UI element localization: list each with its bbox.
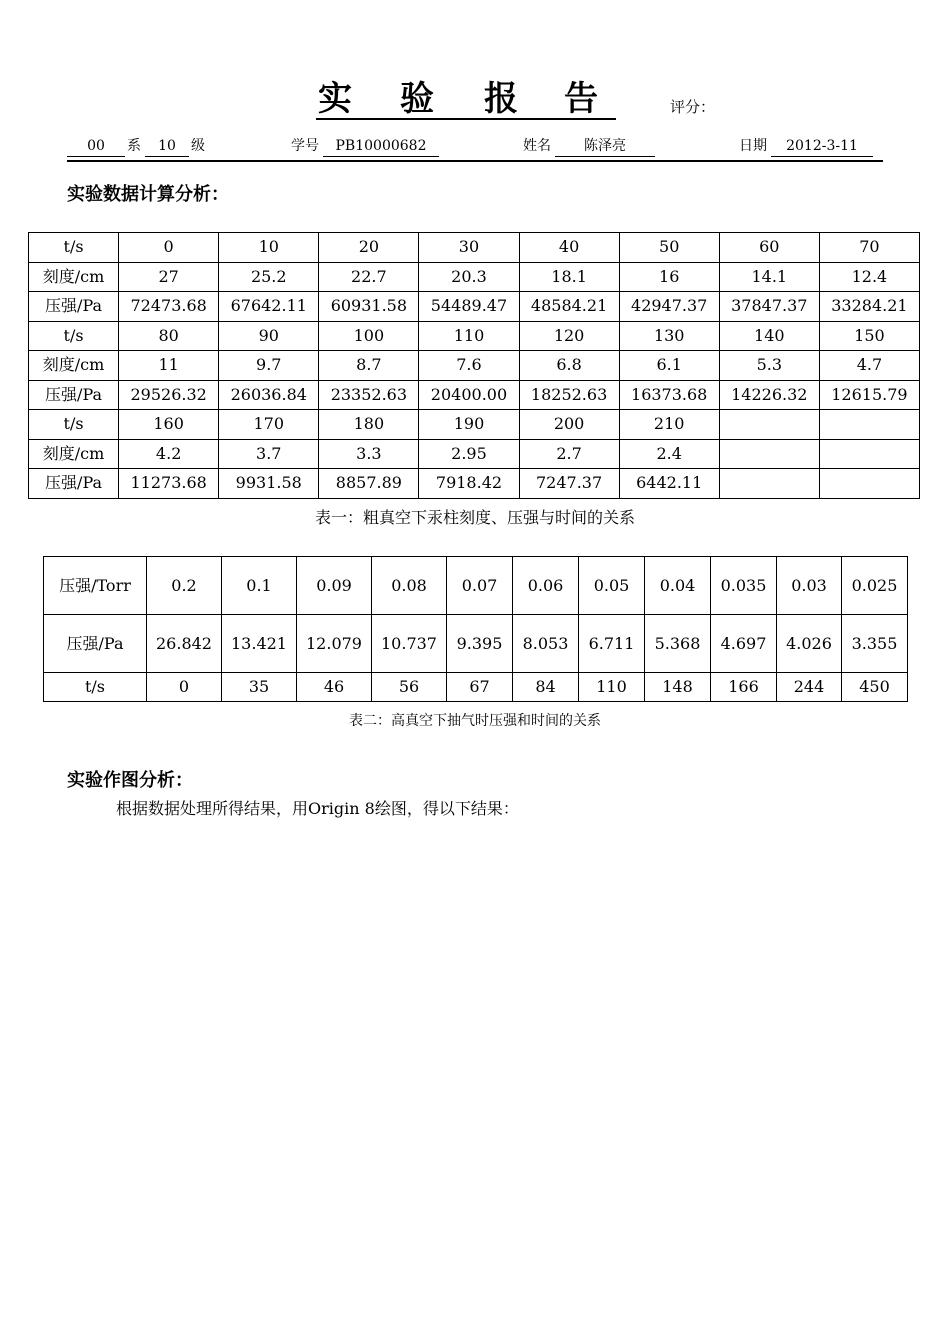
table-cell: 90 <box>219 321 319 351</box>
student-id-label: 学号 <box>291 138 319 154</box>
table-cell: 14226.32 <box>719 380 819 410</box>
table-row <box>29 292 920 322</box>
table-cell: 4.2 <box>119 439 219 469</box>
table-cell: 7.6 <box>419 351 519 381</box>
table-cell: 20.3 <box>419 262 519 292</box>
table-cell: 26.842 <box>147 615 222 673</box>
table-cell: 0 <box>119 233 219 263</box>
table-cell: 11 <box>119 351 219 381</box>
table-cell: 16 <box>619 262 719 292</box>
table-cell: 210 <box>619 410 719 440</box>
table-cell: 0.1 <box>222 557 297 615</box>
table-cell: 12615.79 <box>819 380 919 410</box>
student-id-value: PB10000682 <box>323 136 439 157</box>
table-cell: 9.7 <box>219 351 319 381</box>
plot-intro-paragraph: 根据数据处理所得结果，用Origin 8绘图，得以下结果： <box>116 799 519 818</box>
table-cell: 130 <box>619 321 719 351</box>
table-row <box>29 380 920 410</box>
table-cell: 12.4 <box>819 262 919 292</box>
table-cell: 67 <box>447 673 513 702</box>
table-cell <box>719 439 819 469</box>
table-cell: 0.025 <box>842 557 908 615</box>
table-row <box>29 233 920 263</box>
grade-label: 级 <box>191 138 205 154</box>
table-cell: 2.95 <box>419 439 519 469</box>
table-cell: 80 <box>119 321 219 351</box>
grade-value: 10 <box>145 136 189 157</box>
table-cell: 3.3 <box>319 439 419 469</box>
report-title <box>316 78 616 120</box>
title-underline <box>316 118 616 120</box>
coarse-vacuum-table <box>28 232 920 499</box>
dept-value: 00 <box>67 136 125 157</box>
table-cell: 3.355 <box>842 615 908 673</box>
table-cell: 16373.68 <box>619 380 719 410</box>
table-cell: 6.8 <box>519 351 619 381</box>
table-cell: 23352.63 <box>319 380 419 410</box>
table-cell: 22.7 <box>319 262 419 292</box>
table-cell: 30 <box>419 233 519 263</box>
table-cell: 50 <box>619 233 719 263</box>
row-header-cell: 刻度/cm <box>29 439 119 469</box>
table-cell: 27 <box>119 262 219 292</box>
row-header-cell: 刻度/cm <box>29 262 119 292</box>
table-cell: 100 <box>319 321 419 351</box>
name-label: 姓名 <box>523 138 551 154</box>
table-cell: 0.07 <box>447 557 513 615</box>
table-cell: 450 <box>842 673 908 702</box>
table-cell: 0.09 <box>297 557 372 615</box>
header-rule <box>67 160 883 162</box>
table-cell: 37847.37 <box>719 292 819 322</box>
table-cell: 18252.63 <box>519 380 619 410</box>
table-row <box>29 439 920 469</box>
row-header-cell: 压强/Pa <box>29 292 119 322</box>
table-row <box>44 673 908 702</box>
table-cell: 3.7 <box>219 439 319 469</box>
table-cell: 120 <box>519 321 619 351</box>
table-cell: 150 <box>819 321 919 351</box>
table-cell: 8.7 <box>319 351 419 381</box>
table-cell: 33284.21 <box>819 292 919 322</box>
high-vacuum-table <box>43 556 908 702</box>
table-row <box>44 615 908 673</box>
table-cell: 12.079 <box>297 615 372 673</box>
table-cell: 20400.00 <box>419 380 519 410</box>
row-header-cell: t/s <box>44 673 147 702</box>
table-cell: 9931.58 <box>219 469 319 499</box>
table-cell: 84 <box>513 673 579 702</box>
table-cell: 2.7 <box>519 439 619 469</box>
table-cell: 7918.42 <box>419 469 519 499</box>
table-cell: 0.2 <box>147 557 222 615</box>
table-cell: 60931.58 <box>319 292 419 322</box>
row-header-cell: 压强/Pa <box>29 380 119 410</box>
table-cell: 4.026 <box>777 615 842 673</box>
table-cell: 26036.84 <box>219 380 319 410</box>
table-cell: 60 <box>719 233 819 263</box>
table-cell: 14.1 <box>719 262 819 292</box>
table-cell: 244 <box>777 673 842 702</box>
date-label: 日期 <box>739 138 767 154</box>
dept-label: 系 <box>127 138 141 154</box>
section-heading-plot-analysis: 实验作图分析： <box>67 770 193 791</box>
table-row <box>44 557 908 615</box>
table-cell: 8857.89 <box>319 469 419 499</box>
table-cell <box>719 410 819 440</box>
row-header-cell: 压强/Torr <box>44 557 147 615</box>
table-cell: 170 <box>219 410 319 440</box>
table-cell: 5.368 <box>645 615 711 673</box>
table-cell: 42947.37 <box>619 292 719 322</box>
table2-caption: 表二：高真空下抽气时压强和时间的关系 <box>349 713 601 729</box>
table-cell: 11273.68 <box>119 469 219 499</box>
row-header-cell: t/s <box>29 233 119 263</box>
table-cell: 5.3 <box>719 351 819 381</box>
student-info-line <box>67 136 883 162</box>
score-label: 评分： <box>670 98 716 116</box>
table-cell: 160 <box>119 410 219 440</box>
table-row <box>29 351 920 381</box>
title-char: 验 <box>400 79 434 119</box>
table-cell: 148 <box>645 673 711 702</box>
table-cell: 25.2 <box>219 262 319 292</box>
table-cell <box>819 439 919 469</box>
title-char: 报 <box>484 79 518 119</box>
table-row <box>29 321 920 351</box>
table-cell: 4.7 <box>819 351 919 381</box>
table-cell: 190 <box>419 410 519 440</box>
table-cell: 0.08 <box>372 557 447 615</box>
table-cell <box>819 410 919 440</box>
table-cell: 0.035 <box>711 557 777 615</box>
table-cell: 67642.11 <box>219 292 319 322</box>
table-cell: 7247.37 <box>519 469 619 499</box>
table-cell: 35 <box>222 673 297 702</box>
table-cell: 0.04 <box>645 557 711 615</box>
table-cell: 2.4 <box>619 439 719 469</box>
table-cell: 0.06 <box>513 557 579 615</box>
table-cell: 110 <box>419 321 519 351</box>
section-heading-data-analysis: 实验数据计算分析： <box>67 184 229 205</box>
table-cell: 48584.21 <box>519 292 619 322</box>
table-cell: 0.05 <box>579 557 645 615</box>
table-cell: 13.421 <box>222 615 297 673</box>
table-cell: 6.1 <box>619 351 719 381</box>
table-row <box>29 410 920 440</box>
table-row <box>29 469 920 499</box>
row-header-cell: t/s <box>29 321 119 351</box>
table-cell: 110 <box>579 673 645 702</box>
table-cell: 70 <box>819 233 919 263</box>
table-cell: 54489.47 <box>419 292 519 322</box>
table1-caption: 表一：粗真空下汞柱刻度、压强与时间的关系 <box>314 508 635 527</box>
table-cell: 6.711 <box>579 615 645 673</box>
table-cell: 40 <box>519 233 619 263</box>
table-cell: 166 <box>711 673 777 702</box>
row-header-cell: t/s <box>29 410 119 440</box>
table-cell: 46 <box>297 673 372 702</box>
row-header-cell: 刻度/cm <box>29 351 119 381</box>
table-cell: 10.737 <box>372 615 447 673</box>
row-header-cell: 压强/Pa <box>44 615 147 673</box>
table-cell: 0 <box>147 673 222 702</box>
table-cell: 140 <box>719 321 819 351</box>
title-char: 告 <box>564 79 598 119</box>
table-cell <box>719 469 819 499</box>
row-header-cell: 压强/Pa <box>29 469 119 499</box>
date-value: 2012-3-11 <box>771 136 873 157</box>
table-cell: 18.1 <box>519 262 619 292</box>
table-cell: 10 <box>219 233 319 263</box>
table-cell: 20 <box>319 233 419 263</box>
table-cell: 0.03 <box>777 557 842 615</box>
table-cell: 4.697 <box>711 615 777 673</box>
table-cell: 29526.32 <box>119 380 219 410</box>
table-cell: 200 <box>519 410 619 440</box>
title-char: 实 <box>318 79 352 119</box>
table-cell: 6442.11 <box>619 469 719 499</box>
table-cell: 72473.68 <box>119 292 219 322</box>
table-cell <box>819 469 919 499</box>
table-cell: 180 <box>319 410 419 440</box>
table-row <box>29 262 920 292</box>
table-cell: 8.053 <box>513 615 579 673</box>
name-value: 陈泽亮 <box>555 136 655 157</box>
table-cell: 56 <box>372 673 447 702</box>
table-cell: 9.395 <box>447 615 513 673</box>
